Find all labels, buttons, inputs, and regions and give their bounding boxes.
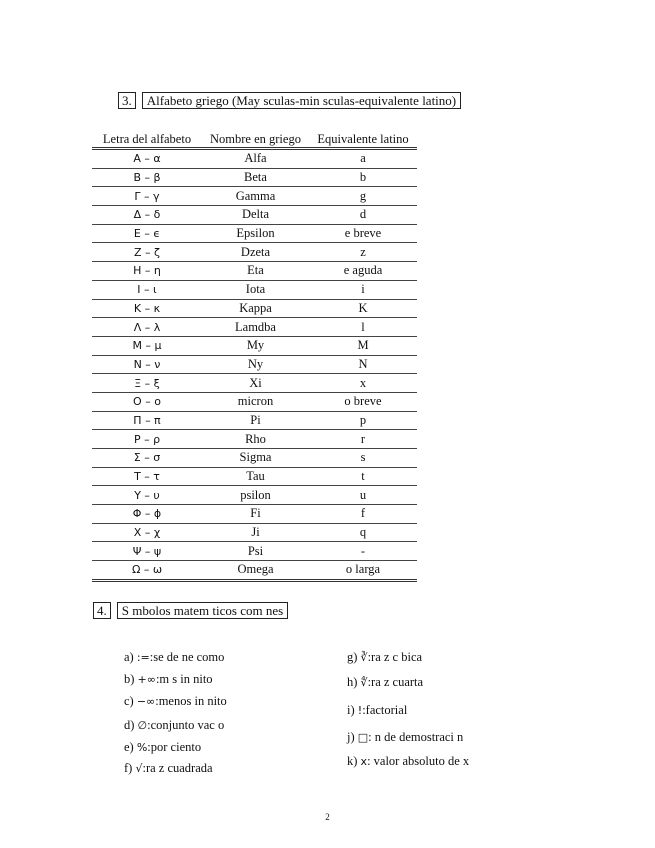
table-row <box>92 280 417 299</box>
greek-name-cell: Epsilon <box>202 224 309 243</box>
latin-equivalent-cell: x <box>309 374 417 393</box>
letters-cell: Κ – κ <box>92 299 202 318</box>
symbol-item <box>347 675 423 690</box>
latin-equivalent-cell: u <box>309 486 417 505</box>
table-row <box>92 486 417 505</box>
letters-cell: Ψ – ψ <box>92 542 202 561</box>
greek-name-cell: Beta <box>202 168 309 187</box>
table-row <box>92 206 417 225</box>
table-header-row <box>92 131 417 149</box>
math-symbol: +∞ <box>137 673 156 686</box>
item-label: j) <box>347 730 355 744</box>
item-label: h) <box>347 675 358 689</box>
table-row <box>92 299 417 318</box>
symbol-description: :conjunto vac o <box>147 718 225 732</box>
item-label: i) <box>347 703 355 717</box>
math-symbol: −∞ <box>136 695 156 708</box>
letters-cell: Π – π <box>92 411 202 430</box>
latin-equivalent-cell: g <box>309 187 417 206</box>
greek-name-cell: Ji <box>202 523 309 542</box>
symbol-item <box>124 718 224 733</box>
table-row <box>92 392 417 411</box>
letters-cell: Β – β <box>92 168 202 187</box>
symbol-item <box>124 672 213 687</box>
greek-name-cell: Dzeta <box>202 243 309 262</box>
math-symbol: □ <box>357 731 369 744</box>
symbol-item <box>124 694 227 709</box>
letters-cell: Ω – ω <box>92 561 202 581</box>
latin-equivalent-cell: r <box>309 430 417 449</box>
letters-cell: Ι – ι <box>92 280 202 299</box>
table-row <box>92 374 417 393</box>
table-row <box>92 467 417 486</box>
greek-name-cell: My <box>202 336 309 355</box>
letters-cell: Τ – τ <box>92 467 202 486</box>
math-symbol: ∛ <box>360 651 368 664</box>
letters-cell: Μ – μ <box>92 336 202 355</box>
table-row <box>92 430 417 449</box>
section-number: 4. <box>93 602 111 619</box>
latin-equivalent-cell: q <box>309 523 417 542</box>
greek-name-cell: Pi <box>202 411 309 430</box>
symbol-description: :menos in nito <box>155 694 227 708</box>
latin-equivalent-cell: s <box>309 449 417 468</box>
table-row <box>92 561 417 581</box>
greek-name-cell: Sigma <box>202 449 309 468</box>
symbol-item <box>347 650 422 665</box>
item-label: a) <box>124 650 134 664</box>
symbol-item <box>124 761 213 776</box>
letters-cell: Ζ – ζ <box>92 243 202 262</box>
table-row <box>92 318 417 337</box>
math-symbol: % <box>136 741 148 754</box>
latin-equivalent-cell: t <box>309 467 417 486</box>
symbol-item <box>347 730 463 745</box>
latin-equivalent-cell: e aguda <box>309 262 417 281</box>
greek-name-cell: Delta <box>202 206 309 225</box>
greek-name-cell: Lamdba <box>202 318 309 337</box>
table-row <box>92 411 417 430</box>
greek-name-cell: Eta <box>202 262 309 281</box>
page-number: 2 <box>325 812 330 822</box>
letters-cell: Ο – ο <box>92 392 202 411</box>
letters-cell: Σ – σ <box>92 449 202 468</box>
item-label: d) <box>124 718 135 732</box>
symbol-description: :ra z cuarta <box>367 675 424 689</box>
section-3-header <box>118 92 461 109</box>
greek-name-cell: Fi <box>202 505 309 524</box>
symbol-description: :por ciento <box>147 740 202 754</box>
symbol-description: :se de ne como <box>149 650 225 664</box>
latin-equivalent-cell: N <box>309 355 417 374</box>
letters-cell: Ρ – ρ <box>92 430 202 449</box>
item-label: c) <box>124 694 134 708</box>
item-label: b) <box>124 672 135 686</box>
symbol-description: : valor absoluto de x <box>367 754 470 768</box>
latin-equivalent-cell: l <box>309 318 417 337</box>
letters-cell: Η – η <box>92 262 202 281</box>
symbol-description: :ra z c bica <box>367 650 423 664</box>
item-label: f) <box>124 761 133 775</box>
math-symbol: ∜ <box>360 676 368 689</box>
symbol-item <box>347 703 407 718</box>
greek-name-cell: Omega <box>202 561 309 581</box>
greek-name-cell: Alfa <box>202 149 309 169</box>
greek-name-cell: Kappa <box>202 299 309 318</box>
latin-equivalent-cell: p <box>309 411 417 430</box>
item-label: g) <box>347 650 358 664</box>
symbol-description: : n de demostraci n <box>368 730 464 744</box>
column-header: Letra del alfabeto <box>92 131 202 149</box>
letters-cell: Γ – γ <box>92 187 202 206</box>
letters-cell: Χ – χ <box>92 523 202 542</box>
greek-name-cell: Rho <box>202 430 309 449</box>
section-title: Alfabeto griego (May sculas-min sculas-equivalente latino) <box>142 92 461 109</box>
table-row <box>92 355 417 374</box>
greek-name-cell: micron <box>202 392 309 411</box>
symbol-item <box>347 754 469 769</box>
latin-equivalent-cell: o larga <box>309 561 417 581</box>
column-header: Equivalente latino <box>309 131 417 149</box>
latin-equivalent-cell: a <box>309 149 417 169</box>
latin-equivalent-cell: b <box>309 168 417 187</box>
section-4-header <box>93 602 288 619</box>
letters-cell: Φ – ϕ <box>92 505 202 524</box>
letters-cell: Ε – ϵ <box>92 224 202 243</box>
letters-cell: Ν – ν <box>92 355 202 374</box>
math-symbol: ∅ <box>137 719 148 732</box>
item-label: k) <box>347 754 358 768</box>
math-symbol: x <box>360 755 368 768</box>
latin-equivalent-cell: i <box>309 280 417 299</box>
letters-cell: Α – α <box>92 149 202 169</box>
latin-equivalent-cell: f <box>309 505 417 524</box>
latin-equivalent-cell: M <box>309 336 417 355</box>
letters-cell: Δ – δ <box>92 206 202 225</box>
table-row <box>92 168 417 187</box>
latin-equivalent-cell: o breve <box>309 392 417 411</box>
greek-name-cell: psilon <box>202 486 309 505</box>
table-row <box>92 243 417 262</box>
table-row <box>92 149 417 169</box>
letters-cell: Λ – λ <box>92 318 202 337</box>
table-row <box>92 542 417 561</box>
latin-equivalent-cell: d <box>309 206 417 225</box>
table-row <box>92 224 417 243</box>
column-header: Nombre en griego <box>202 131 309 149</box>
greek-alphabet-table <box>92 131 417 582</box>
greek-name-cell: Iota <box>202 280 309 299</box>
latin-equivalent-cell: - <box>309 542 417 561</box>
table-row <box>92 449 417 468</box>
greek-name-cell: Psi <box>202 542 309 561</box>
letters-cell: Ξ – ξ <box>92 374 202 393</box>
table-row <box>92 187 417 206</box>
section-number: 3. <box>118 92 136 109</box>
symbol-item <box>124 650 224 665</box>
letters-cell: Υ – υ <box>92 486 202 505</box>
table-row <box>92 505 417 524</box>
math-symbol: ! <box>357 704 363 717</box>
table-row <box>92 523 417 542</box>
math-symbol: √ <box>135 762 143 775</box>
greek-name-cell: Ny <box>202 355 309 374</box>
greek-name-cell: Tau <box>202 467 309 486</box>
latin-equivalent-cell: e breve <box>309 224 417 243</box>
symbol-description: :factorial <box>362 703 408 717</box>
greek-name-cell: Gamma <box>202 187 309 206</box>
symbol-description: :ra z cuadrada <box>142 761 213 775</box>
table-row <box>92 262 417 281</box>
table-row <box>92 336 417 355</box>
greek-name-cell: Xi <box>202 374 309 393</box>
item-label: e) <box>124 740 134 754</box>
latin-equivalent-cell: K <box>309 299 417 318</box>
symbol-description: :m s in nito <box>155 672 213 686</box>
latin-equivalent-cell: z <box>309 243 417 262</box>
math-symbol: := <box>136 651 150 664</box>
section-title: S mbolos matem ticos com nes <box>117 602 288 619</box>
symbol-item <box>124 740 201 755</box>
